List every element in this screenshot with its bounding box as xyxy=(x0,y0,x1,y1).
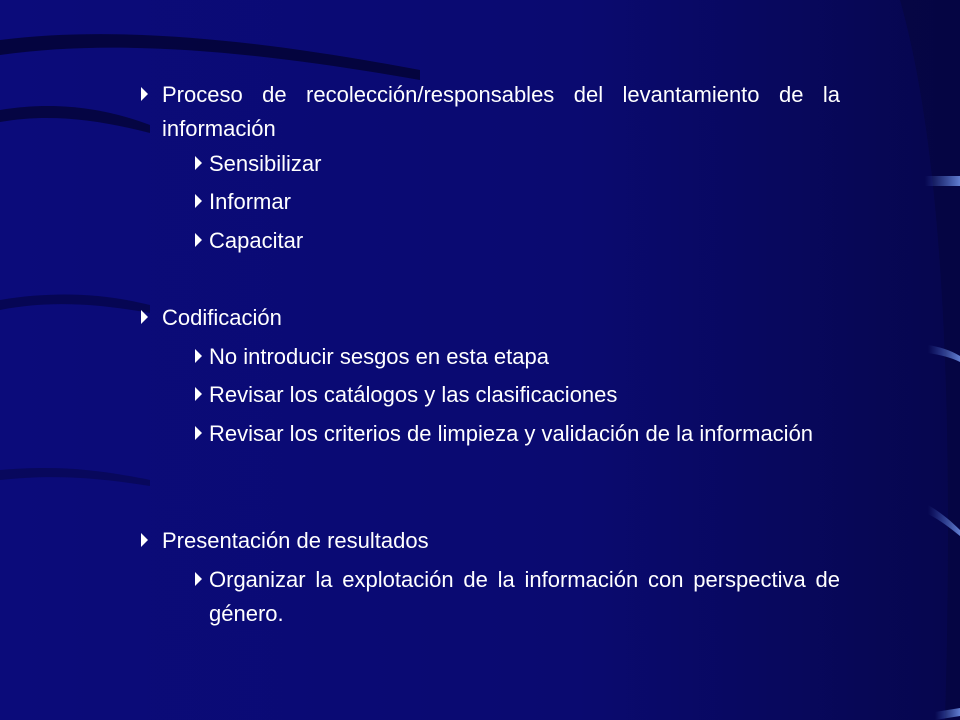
sub-bullet-capacitar xyxy=(209,224,840,258)
sub-bullet-text: Sensibilizar xyxy=(209,151,322,176)
triangle-bullet-icon xyxy=(141,87,148,101)
sub-bullet-text: Organizar la explotación de la información con perspectiva de género. xyxy=(209,567,840,626)
triangle-bullet-icon xyxy=(195,349,202,363)
bullet-recoleccion xyxy=(162,78,840,146)
sub-bullet-text: Capacitar xyxy=(209,228,304,253)
sub-bullet-text: Revisar los criterios de limpieza y validación de la información xyxy=(209,421,814,446)
triangle-bullet-icon xyxy=(195,387,202,401)
bullet-text: Presentación de resultados xyxy=(162,528,429,553)
bullet-codificacion xyxy=(162,301,840,335)
sub-bullet-text: No introducir sesgos en esta etapa xyxy=(209,344,549,369)
triangle-bullet-icon xyxy=(195,156,202,170)
sub-bullet-informar xyxy=(209,185,840,219)
sub-bullet-text: Revisar los catálogos y las clasificaciones xyxy=(209,382,618,407)
triangle-bullet-icon xyxy=(195,233,202,247)
bullet-text: Proceso de recolección/responsables del levantamiento de la información xyxy=(162,82,840,141)
bullet-presentacion xyxy=(162,524,840,558)
triangle-bullet-icon xyxy=(195,426,202,440)
sub-bullet-organizar xyxy=(209,563,840,631)
sub-bullet-text: Informar xyxy=(209,189,291,214)
sub-bullet-sesgos xyxy=(209,340,840,374)
sub-bullet-criterios xyxy=(209,417,840,451)
triangle-bullet-icon xyxy=(141,310,148,324)
sub-bullet-sensibilizar xyxy=(209,147,840,181)
bullet-text: Codificación xyxy=(162,305,282,330)
triangle-bullet-icon xyxy=(141,533,148,547)
sub-bullet-catalogos xyxy=(209,378,840,412)
triangle-bullet-icon xyxy=(195,572,202,586)
triangle-bullet-icon xyxy=(195,194,202,208)
